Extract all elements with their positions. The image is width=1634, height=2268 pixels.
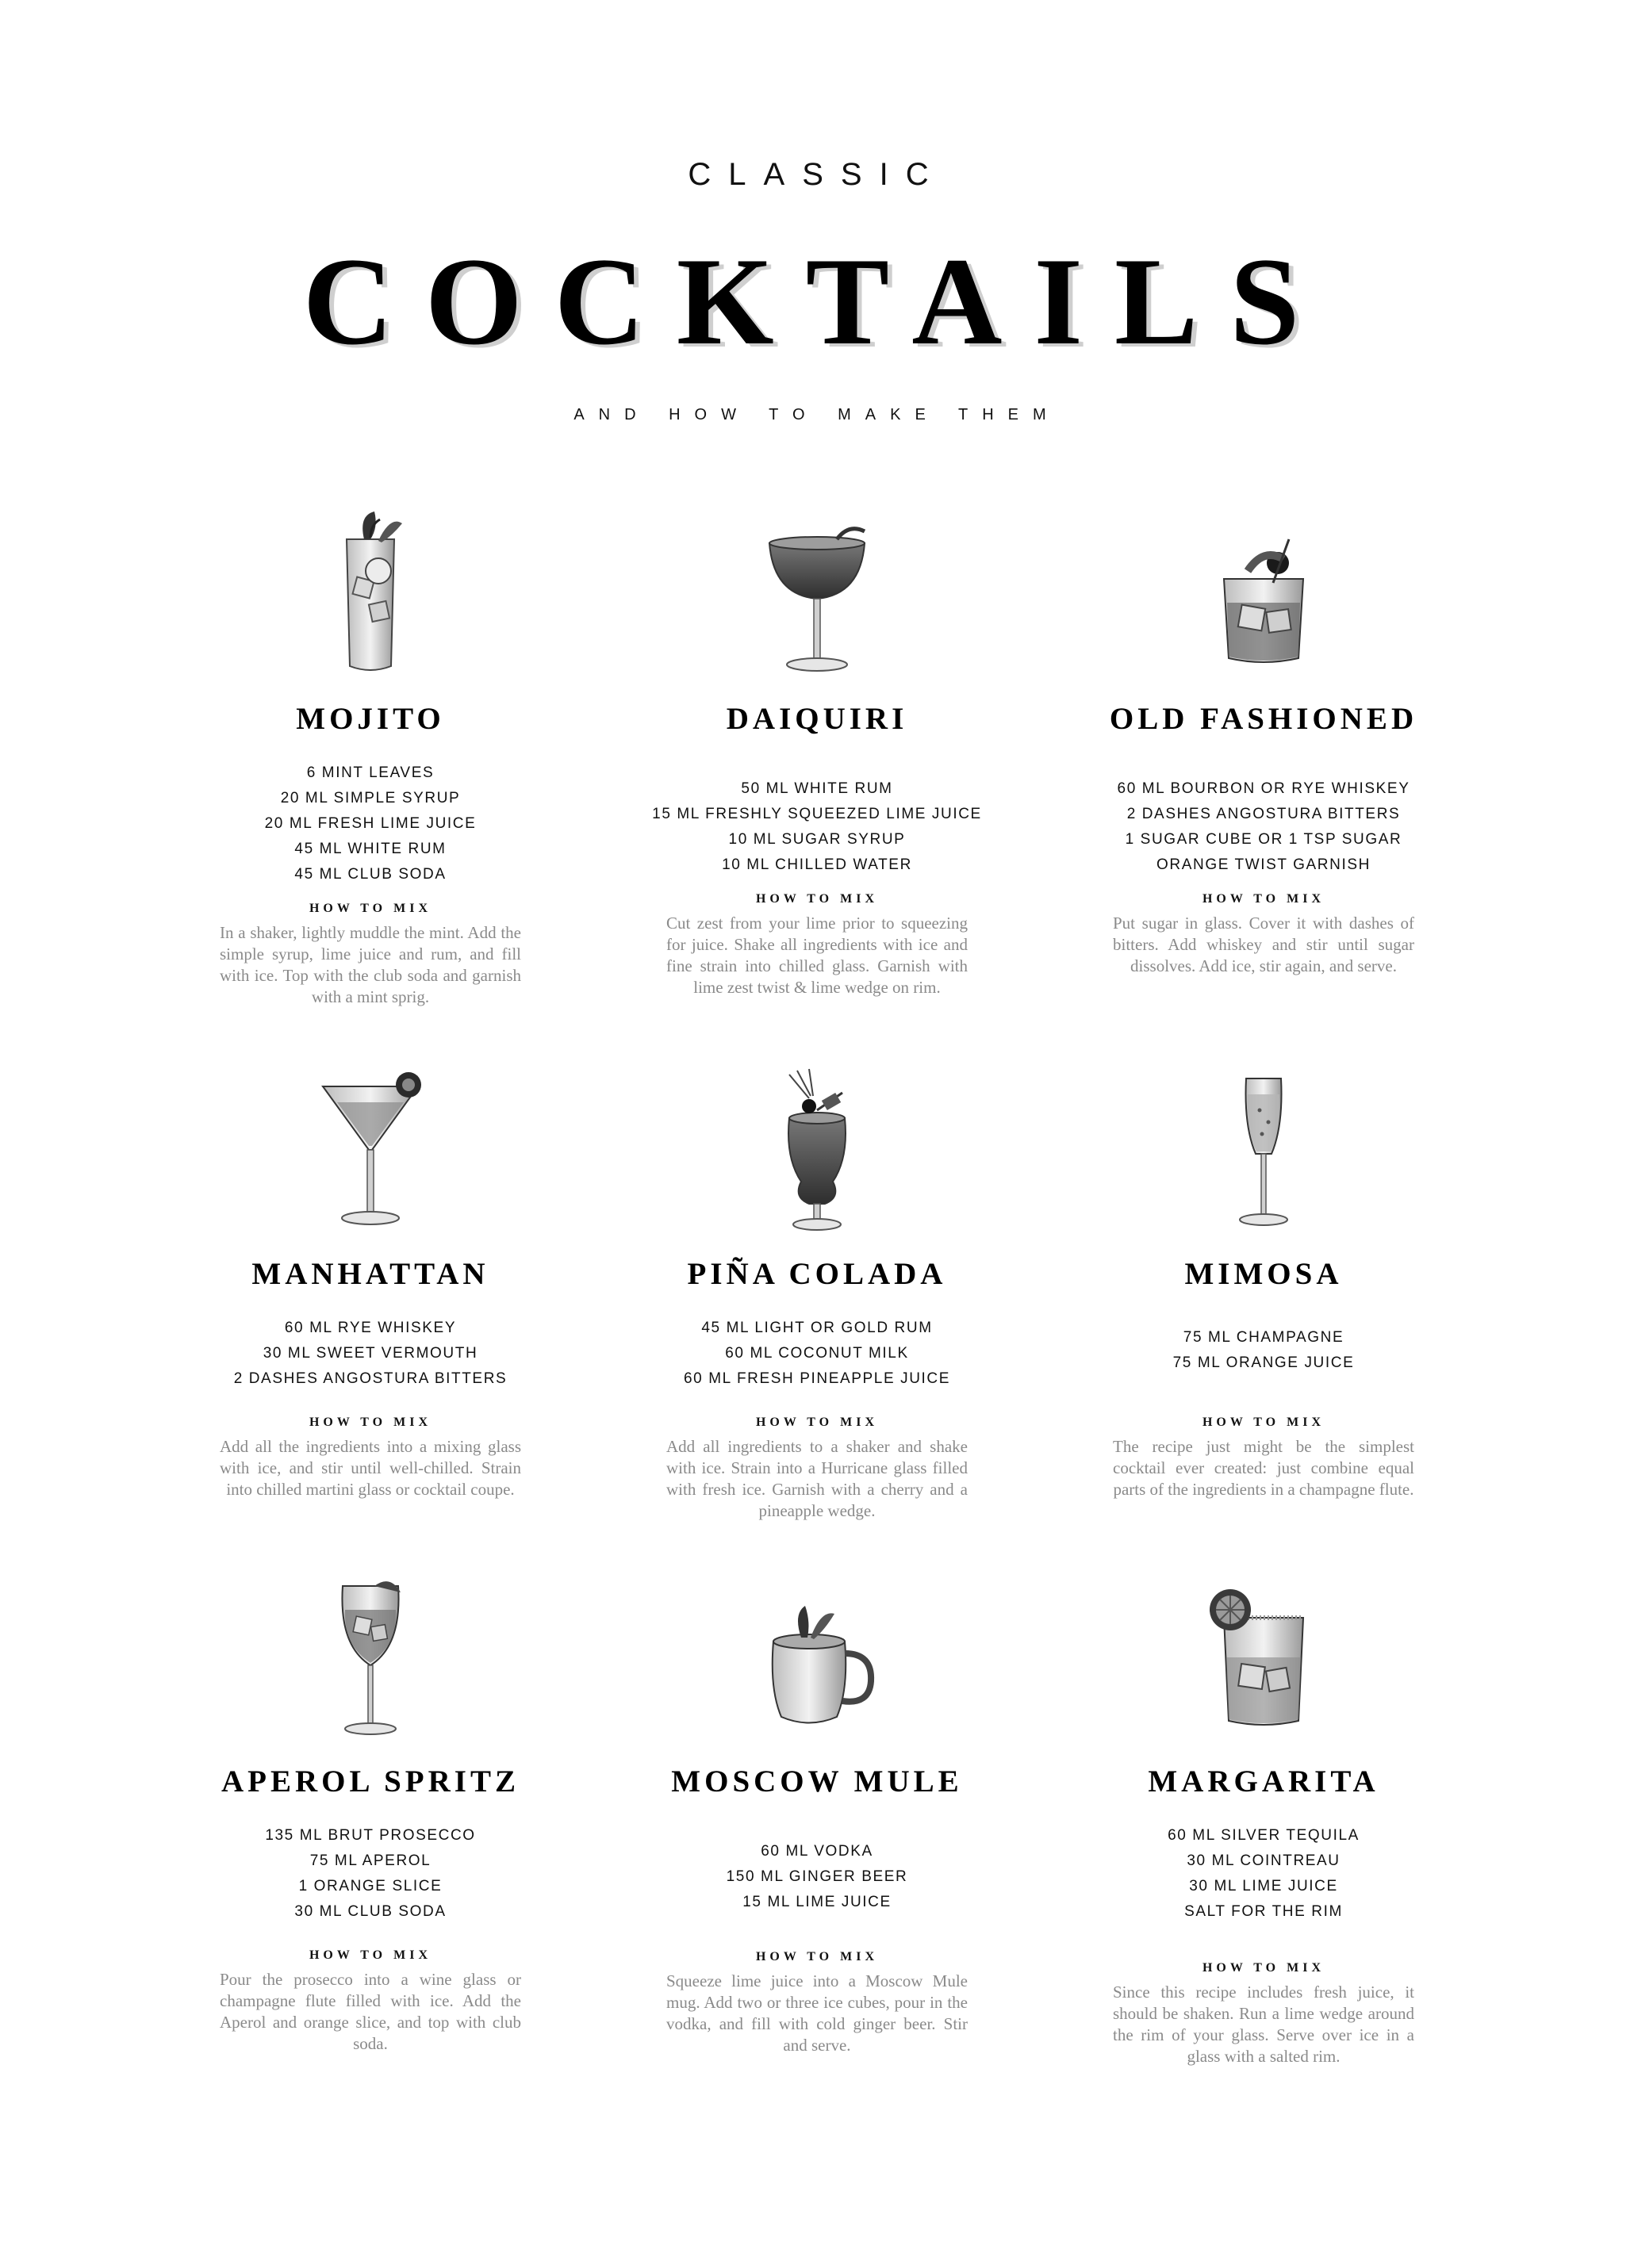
ingredient: 45 ML CLUB SODA: [294, 866, 447, 883]
ingredient: 50 ML WHITE RUM: [741, 780, 893, 797]
margarita-rocks-glass-icon: [1192, 1570, 1335, 1745]
ingredient: 2 DASHES ANGOSTURA BITTERS: [233, 1370, 508, 1387]
martini-glass-icon: [307, 1063, 434, 1237]
how-to-mix-label: HOW TO MIX: [755, 1950, 879, 1963]
ingredient-list: [125, 760, 616, 887]
ingredient: 2 DASHES ANGOSTURA BITTERS: [1126, 806, 1401, 822]
rocks-glass-icon: [1200, 508, 1327, 682]
cocktail-card-aperol-spritz: [125, 1570, 616, 2055]
ingredient: 60 ML SILVER TEQUILA: [1168, 1827, 1360, 1844]
cocktail-card-old-fashioned: [1018, 508, 1509, 977]
cocktail-card-mimosa: [1018, 1063, 1509, 1500]
ingredient-list: [1018, 776, 1509, 878]
how-to-mix-label: HOW TO MIX: [1202, 892, 1325, 906]
how-to-mix-label: HOW TO MIX: [755, 892, 879, 906]
cocktail-name: MIMOSA: [1184, 1257, 1343, 1291]
header-kicker: CLASSIC: [688, 157, 946, 192]
cocktail-name: MANHATTAN: [251, 1257, 489, 1291]
method-text: Since this recipe includes fresh juice, it should be shaken. Run a lime wedge around the rim of your glass. Serve over ice in a glass with a salted rim.: [1113, 1983, 1414, 2066]
method-text: Pour the prosecco into a wine glass or champagne flute filled with ice. Add the Aperol and orange slice, and top with club soda.: [220, 1970, 521, 2053]
how-to-mix-label: HOW TO MIX: [1202, 1961, 1325, 1975]
method-text: Add all the ingredients into a mixing glass with ice, and stir until well-chilled. Strain into chilled martini glass or cocktail coupe.: [220, 1437, 521, 1499]
ingredient: 30 ML COINTREAU: [1187, 1852, 1341, 1869]
ingredient: 20 ML FRESH LIME JUICE: [264, 815, 477, 832]
ingredient: 45 ML WHITE RUM: [294, 841, 447, 857]
ingredient: 15 ML FRESHLY SQUEEZED LIME JUICE: [652, 806, 982, 822]
ingredient-list: [571, 776, 1063, 878]
ingredient: 30 ML SWEET VERMOUTH: [263, 1345, 478, 1362]
ingredient: 135 ML BRUT PROSECCO: [265, 1827, 476, 1844]
ingredient-list: [571, 1316, 1063, 1392]
method-text: Cut zest from your lime prior to squeezing for juice. Shake all ingredients with ice and fine strain into chilled glass. Garnish with lime zest twist & lime wedge on rim.: [666, 914, 968, 997]
hurricane-glass-icon: [754, 1063, 880, 1237]
how-to-mix-label: HOW TO MIX: [755, 1416, 879, 1429]
cocktail-name: MOSCOW MULE: [671, 1764, 963, 1799]
ingredient: ORANGE TWIST GARNISH: [1156, 856, 1371, 873]
highball-glass-icon: [315, 508, 426, 682]
cocktail-name: MARGARITA: [1148, 1764, 1379, 1799]
ingredient: 60 ML BOURBON OR RYE WHISKEY: [1117, 780, 1410, 797]
cocktail-name: MOJITO: [296, 702, 445, 736]
ingredient: 60 ML COCONUT MILK: [725, 1345, 909, 1362]
ingredient: 1 SUGAR CUBE OR 1 TSP SUGAR: [1125, 831, 1402, 848]
ingredient-list: [571, 1839, 1063, 1915]
cocktail-card-mojito: [125, 508, 616, 1008]
cocktail-name: APEROL SPRITZ: [221, 1764, 520, 1799]
cocktail-card-daiquiri: [571, 508, 1063, 998]
champagne-flute-icon: [1200, 1063, 1327, 1237]
ingredient: 15 ML LIME JUICE: [742, 1894, 892, 1910]
cocktail-card-manhattan: [125, 1063, 616, 1500]
page-subtitle: AND HOW TO MAKE THEM: [573, 406, 1061, 423]
ingredient: 10 ML CHILLED WATER: [722, 856, 912, 873]
ingredient: 45 ML LIGHT OR GOLD RUM: [701, 1320, 933, 1336]
ingredient-list: [1018, 1823, 1509, 1925]
method-text: Squeeze lime juice into a Moscow Mule mug. Add two or three ice cubes, pour in the vodka, and fill with cold ginger beer. Stir and serve.: [666, 1971, 968, 2055]
copper-mug-icon: [746, 1570, 888, 1745]
method-text: Put sugar in glass. Cover it with dashes of bitters. Add whiskey and stir until sugar dissolves. Add ice, stir again, and serve.: [1113, 914, 1414, 975]
cocktail-name: PIÑA COLADA: [687, 1257, 947, 1291]
ingredient: 30 ML CLUB SODA: [294, 1903, 447, 1920]
ingredient-list: [125, 1316, 616, 1392]
wine-glass-icon: [307, 1570, 434, 1745]
ingredient-list: [1018, 1325, 1509, 1376]
ingredient: 30 ML LIME JUICE: [1189, 1878, 1338, 1894]
ingredient: 6 MINT LEAVES: [306, 764, 435, 781]
how-to-mix-label: HOW TO MIX: [309, 902, 432, 915]
method-text: Add all ingredients to a shaker and shake with ice. Strain into a Hurricane glass filled with fresh ice. Garnish with a cherry and a pineapple wedge.: [666, 1437, 968, 1520]
how-to-mix-label: HOW TO MIX: [309, 1416, 432, 1429]
cocktail-name: DAIQUIRI: [726, 702, 908, 736]
how-to-mix-label: HOW TO MIX: [309, 1948, 432, 1962]
cocktail-card-margarita: [1018, 1570, 1509, 2067]
page-title: COCKTAILS: [302, 232, 1332, 371]
ingredient: 20 ML SIMPLE SYRUP: [280, 790, 461, 806]
ingredient: 10 ML SUGAR SYRUP: [728, 831, 906, 848]
ingredient: 1 ORANGE SLICE: [298, 1878, 443, 1894]
ingredient: 60 ML VODKA: [761, 1843, 873, 1860]
ingredient: 60 ML FRESH PINEAPPLE JUICE: [683, 1370, 951, 1387]
method-text: In a shaker, lightly muddle the mint. Add the simple syrup, lime juice and rum, and fill with ice. Top with the club soda and garnish with a mint sprig.: [220, 923, 521, 1006]
ingredient: 75 ML ORANGE JUICE: [1172, 1354, 1355, 1371]
ingredient: 75 ML APEROL: [309, 1852, 432, 1869]
cocktail-card-moscow-mule: [571, 1570, 1063, 2056]
ingredient: 75 ML CHAMPAGNE: [1183, 1329, 1344, 1346]
ingredient: SALT FOR THE RIM: [1184, 1903, 1343, 1920]
how-to-mix-label: HOW TO MIX: [1202, 1416, 1325, 1429]
ingredient: 150 ML GINGER BEER: [726, 1868, 908, 1885]
coupe-glass-icon: [754, 508, 880, 682]
method-text: The recipe just might be the simplest cocktail ever created: just combine equal parts of the ingredients in a champagne flute.: [1113, 1437, 1414, 1499]
ingredient: 60 ML RYE WHISKEY: [284, 1320, 457, 1336]
ingredient-list: [125, 1823, 616, 1925]
cocktail-card-pina-colada: [571, 1063, 1063, 1522]
cocktail-name: OLD FASHIONED: [1109, 702, 1418, 736]
